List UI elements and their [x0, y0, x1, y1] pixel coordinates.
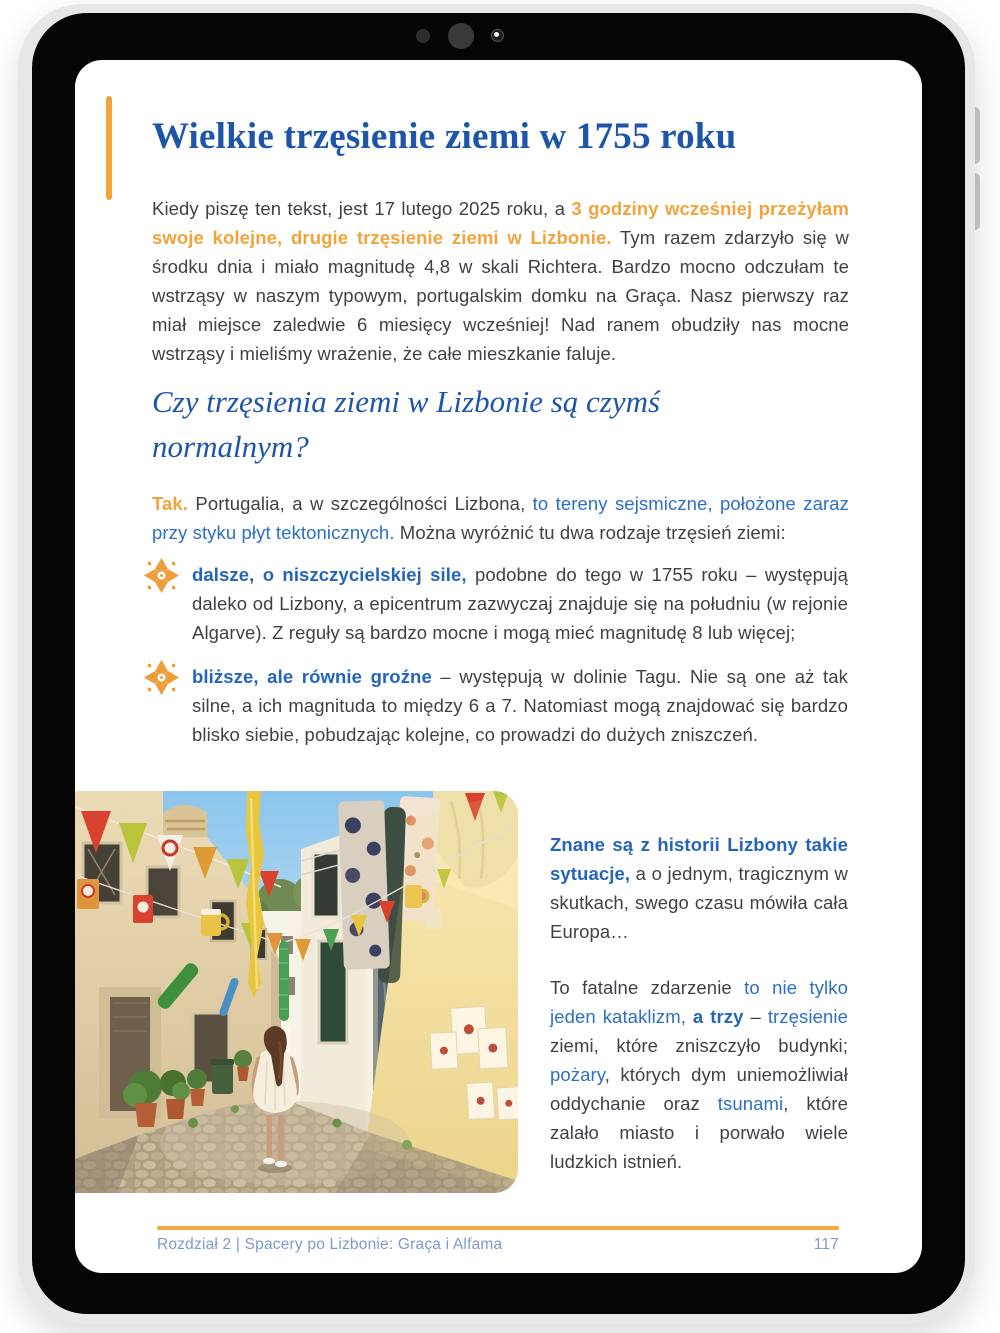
ambient-sensor-icon [416, 29, 430, 43]
footer-rule [157, 1226, 839, 1230]
camera-ring-icon [448, 23, 474, 49]
list-item-text: bliższe, ale równie groźne – występują w dolinie Tagu. Nie są one aż tak silne, a ich magnituda to między 6 a 7. Natomiast mogą znajdować się bardzo blisko siebie, pobudzając kolejne, co prowadzi do dużych zniszczeń. [192, 666, 849, 745]
list-item [143, 662, 848, 749]
earthquake-types-list [143, 560, 848, 764]
front-camera-icon [491, 29, 504, 42]
tablet-bezel [32, 13, 965, 1314]
azulejo-rosette-icon [143, 659, 180, 696]
list-item [143, 560, 848, 647]
side-paragraph: To fatalne zdarzenie to nie tylko jeden kataklizm, a trzy – trzęsienie ziemi, które zniszczyło budynki; pożary, których dym uniemożliwiał oddychanie oraz tsunami, które zalało miasto i porwało wiele ludzkich istnień. [550, 977, 849, 1172]
list-item-text: dalsze, o niszczycielskiej sile, podobne do tego w 1755 roku – występują daleko od Lizbony, a epicentrum zazwyczaj znajduje się na południu (w rejonie Algarve). Z reguły są bardzo mocne i mogą mieć magnitudę 8 lub więcej; [192, 564, 848, 643]
side-column [550, 830, 848, 1203]
tablet-frame [18, 4, 975, 1324]
chapter-label: Rozdział 2 | Spacery po Lizbonie: Graça i Alfama [157, 1236, 503, 1253]
page-footer [157, 1236, 839, 1254]
intro-paragraph: Kiedy piszę ten tekst, jest 17 lutego 2025 roku, a 3 godziny wcześniej przeżyłam swoje kolejne, drugie trzęsienie ziemi w Lizbonie. Tym razem zdarzyło się w środku dnia i miało magnitudę 4,8 w skali Richtera. Bardzo mocno odczułam te wstrząsy w naszym typowym, portugalskim domku na Graça. Nasz pierwszy raz miał miejsce zaledwie 6 miesięcy wcześniej! Nad ranem obudziły nas mocne wstrząsy i mieliśmy wrażenie, że całe mieszkanie faluje. [152, 198, 849, 364]
title-accent-bar [106, 96, 112, 200]
azulejo-rosette-icon [143, 557, 180, 594]
section-heading: Czy trzęsienia ziemi w Lizbonie są czymś normalnym? [152, 384, 661, 464]
side-paragraph: Znane są z historii Lizbony takie sytuacje, a o jednym, tragicznym w skutkach, swego czasu mówiła cała Europa… [550, 834, 848, 942]
page-number: 117 [813, 1236, 839, 1253]
lisbon-street-photo [75, 791, 518, 1193]
ebook-page [75, 60, 922, 1273]
page-title: Wielkie trzęsienie ziemi w 1755 roku [152, 116, 737, 157]
seismic-paragraph: Tak. Portugalia, a w szczególności Lizbona, to tereny sejsmiczne, położone zaraz przy styku płyt tektonicznych. Można wyróżnić tu dwa rodzaje trzęsień ziemi: [152, 493, 849, 543]
